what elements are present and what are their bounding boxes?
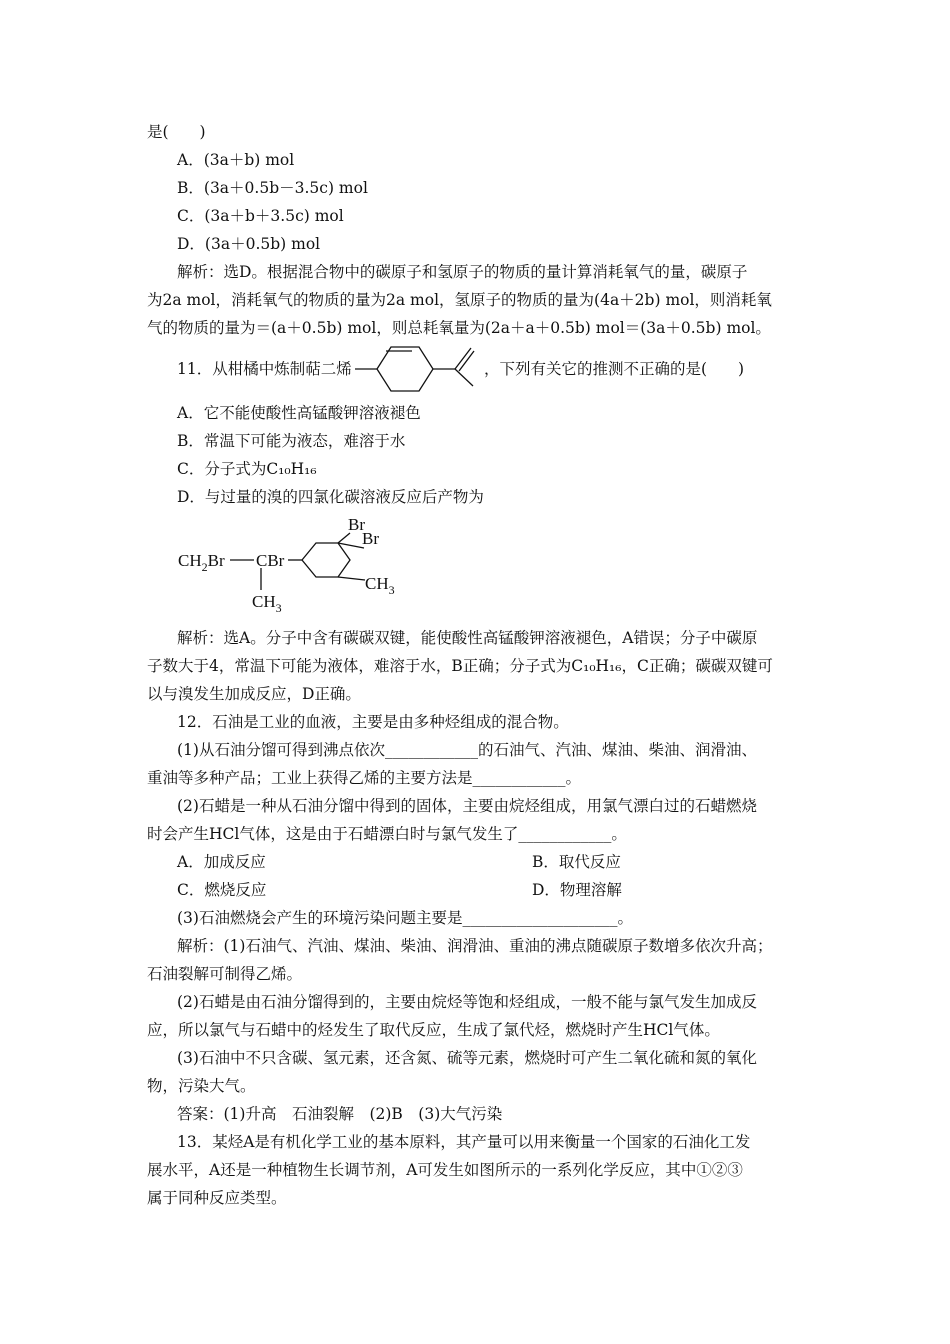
question-10-tail: 是( ) — [147, 123, 206, 141]
q12-part2-line-1: (2)石蜡是一种从石油分馏中得到的固体，主要由烷烃组成，用氯气漂白过的石蜡燃烧 — [177, 797, 757, 815]
question-12-stem: 12．石油是工业的血液，主要是由多种烃组成的混合物。 — [177, 713, 569, 731]
q11-analysis-line-2: 子数大于4，常温下可能为液体，难溶于水，B正确；分子式为C₁₀H₁₆，C正确；碳碳双键可 — [147, 657, 773, 675]
q12-analysis-3-line-2: 物，污染大气。 — [147, 1077, 256, 1095]
question-11-stem: 11．从柑橘中炼制萜二烯 — [177, 360, 352, 378]
q12-part3: (3)石油燃烧会产生的环境污染问题主要是____________________。 — [177, 909, 633, 927]
svg-text:Br: Br — [362, 529, 379, 548]
q10-option-a: A．(3a＋b) mol — [177, 151, 295, 169]
question-13-line-1: 13．某烃A是有机化学工业的基本原料，其产量可以用来衡量一个国家的石油化工发 — [177, 1133, 751, 1151]
q12-analysis-2-line-1: (2)石蜡是由石油分馏得到的，主要由烷烃等饱和烃组成，一般不能与氯气发生加成反 — [177, 993, 757, 1011]
q12-part1-line-2: 重油等多种产品；工业上获得乙烯的主要方法是____________。 — [147, 769, 582, 787]
limonene-structure — [355, 342, 485, 396]
q11-option-c: C．分子式为C₁₀H₁₆ — [177, 460, 317, 478]
q10-analysis-line-2: 为2a mol，消耗氧气的物质的量为2a mol，氢原子的物质的量为(4a＋2b) mol，则消耗氧 — [147, 291, 772, 309]
q10-option-b: B．(3a＋0.5b－3.5c) mol — [177, 179, 368, 197]
q12-answer: 答案：(1)升高 石油裂解 (2)B (3)大气污染 — [177, 1105, 503, 1123]
svg-text:CH2Br: $CH_2Br$ — [178, 551, 225, 574]
q11-option-b: B．常温下可能为液态，难溶于水 — [177, 432, 406, 450]
q12-part2-line-2: 时会产生HCl气体，这是由于石蜡漂白时与氯气发生了____________。 — [147, 825, 627, 843]
svg-text:CBr: CBr — [256, 551, 285, 570]
q12-part1-line-1: (1)从石油分馏可得到沸点依次____________的石油气、汽油、煤油、柴油、润滑油、 — [177, 741, 757, 759]
svg-text:Br: Br — [348, 515, 365, 534]
q12-analysis-1-line-2: 石油裂解可制得乙烯。 — [147, 965, 303, 983]
q11-option-d: D．与过量的溴的四氯化碳溶液反应后产物为 — [177, 488, 484, 506]
q12-option-c: C．燃烧反应 — [177, 881, 267, 899]
svg-text:CH3: $CH_3$ — [365, 574, 395, 597]
q12-analysis-2-line-2: 应，所以氯气与石蜡中的烃发生了取代反应，生成了氯代烃，燃烧时产生HCl气体。 — [147, 1021, 720, 1039]
q12-analysis-1-line-1: 解析：(1)石油气、汽油、煤油、柴油、润滑油、重油的沸点随碳原子数增多依次升高； — [177, 937, 773, 955]
q10-analysis-line-1: 解析：选D。根据混合物中的碳原子和氢原子的物质的量计算消耗氧气的量，碳原子 — [177, 263, 748, 281]
bromination-product-structure — [170, 508, 420, 618]
q12-option-a: A．加成反应 — [177, 853, 266, 871]
q12-analysis-3-line-1: (3)石油中不只含碳、氢元素，还含氮、硫等元素，燃烧时可产生二氧化硫和氮的氧化 — [177, 1049, 757, 1067]
question-13-line-2: 展水平，A还是一种植物生长调节剂，A可发生如图所示的一系列化学反应，其中①②③ — [147, 1161, 743, 1179]
q12-option-b: B．取代反应 — [532, 853, 621, 871]
q11-analysis-line-3: 以与溴发生加成反应，D正确。 — [147, 685, 361, 703]
question-11-stem-end: ，下列有关它的推测不正确的是( ) — [484, 360, 745, 378]
q10-option-d: D．(3a＋0.5b) mol — [177, 235, 321, 253]
question-13-line-3: 属于同种反应类型。 — [147, 1189, 287, 1207]
q11-analysis-line-1: 解析：选A。分子中含有碳碳双键，能使酸性高锰酸钾溶液褪色，A错误；分子中碳原 — [177, 629, 758, 647]
q11-option-a: A．它不能使酸性高锰酸钾溶液褪色 — [177, 404, 421, 422]
q12-option-d: D．物理溶解 — [532, 881, 622, 899]
q10-option-c: C．(3a＋b＋3.5c) mol — [177, 207, 344, 225]
svg-text:CH3: $CH_3$ — [252, 592, 282, 615]
q10-analysis-line-3: 气的物质的量为＝(a＋0.5b) mol，则总耗氧量为(2a＋a＋0.5b) mol＝(3a＋0.5b) mol。 — [147, 319, 771, 337]
